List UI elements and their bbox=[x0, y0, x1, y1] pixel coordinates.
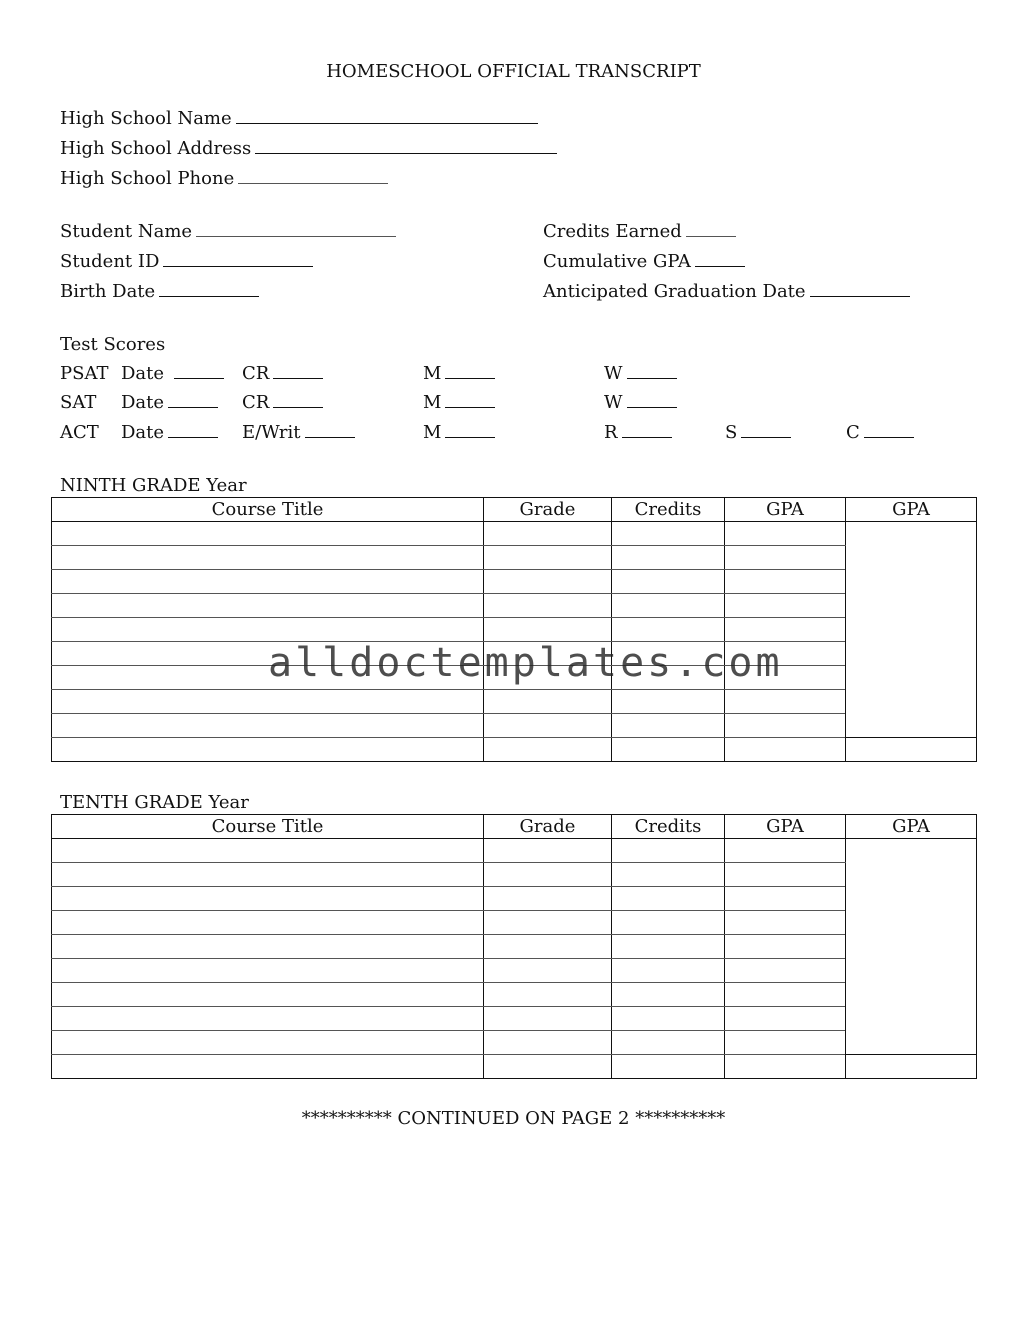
course-cell[interactable] bbox=[52, 959, 484, 983]
course-cell[interactable] bbox=[52, 738, 484, 762]
sat-m-row bbox=[423, 392, 495, 414]
sat-m-label: M bbox=[423, 392, 442, 413]
course-cell[interactable] bbox=[52, 983, 484, 1007]
psat-label: PSAT bbox=[60, 363, 109, 384]
gpa-cell[interactable] bbox=[725, 618, 846, 642]
course-cell[interactable] bbox=[52, 714, 484, 738]
credits-cell[interactable] bbox=[612, 839, 725, 863]
sat-m-field[interactable] bbox=[445, 393, 495, 408]
ninth-grade-table bbox=[51, 497, 977, 762]
course-cell[interactable] bbox=[52, 570, 484, 594]
credits-cell[interactable] bbox=[612, 570, 725, 594]
school-phone-label: High School Phone bbox=[60, 168, 235, 189]
course-cell[interactable] bbox=[52, 1007, 484, 1031]
sat-cr-row bbox=[242, 392, 323, 414]
act-ewrit-row bbox=[242, 422, 355, 444]
credits-cell[interactable] bbox=[612, 546, 725, 570]
table-row bbox=[52, 714, 977, 738]
table-row bbox=[52, 1031, 977, 1055]
tenth-grade-heading: TENTH GRADE Year bbox=[60, 792, 249, 813]
act-m-field[interactable] bbox=[445, 423, 495, 438]
course-cell[interactable] bbox=[52, 618, 484, 642]
act-c-row bbox=[846, 422, 914, 444]
gpa-cell[interactable] bbox=[725, 1007, 846, 1031]
credits-cell[interactable] bbox=[612, 690, 725, 714]
grade-cell[interactable] bbox=[484, 935, 612, 959]
student-name-row bbox=[60, 221, 396, 243]
school-name-field[interactable] bbox=[236, 109, 538, 124]
table-row bbox=[52, 863, 977, 887]
grade-cell[interactable] bbox=[484, 863, 612, 887]
col-grade: Grade bbox=[484, 815, 612, 839]
act-r-row bbox=[604, 422, 672, 444]
col-gpa: GPA bbox=[725, 815, 846, 839]
course-cell[interactable] bbox=[52, 1055, 484, 1079]
psat-cr-field[interactable] bbox=[273, 364, 323, 379]
course-cell[interactable] bbox=[52, 546, 484, 570]
psat-m-row bbox=[423, 363, 495, 385]
grade-cell[interactable] bbox=[484, 618, 612, 642]
grade-cell[interactable] bbox=[484, 959, 612, 983]
act-s-row bbox=[725, 422, 791, 444]
col-course-title: Course Title bbox=[52, 815, 484, 839]
credits-cell[interactable] bbox=[612, 618, 725, 642]
table-row bbox=[52, 546, 977, 570]
sat-date-label: Date bbox=[121, 392, 165, 413]
course-cell[interactable] bbox=[52, 522, 484, 546]
cumulative-gpa-field[interactable] bbox=[695, 252, 745, 267]
psat-cr-label: CR bbox=[242, 363, 270, 384]
gpa-cell[interactable] bbox=[725, 983, 846, 1007]
credits-cell[interactable] bbox=[612, 594, 725, 618]
table-row bbox=[52, 594, 977, 618]
gpa-total-cell[interactable] bbox=[846, 738, 977, 762]
student-name-label: Student Name bbox=[60, 221, 193, 242]
grade-cell[interactable] bbox=[484, 887, 612, 911]
grade-cell[interactable] bbox=[484, 522, 612, 546]
test-scores-heading: Test Scores bbox=[60, 334, 166, 355]
gpa-cell[interactable] bbox=[725, 1055, 846, 1079]
act-c-field[interactable] bbox=[864, 423, 914, 438]
table-total-row bbox=[52, 1055, 977, 1079]
credits-cell[interactable] bbox=[612, 959, 725, 983]
gpa-span-cell bbox=[846, 839, 977, 1055]
gpa-cell[interactable] bbox=[725, 690, 846, 714]
act-c-label: C bbox=[846, 422, 860, 443]
school-address-row bbox=[60, 138, 557, 160]
sat-w-field[interactable] bbox=[627, 393, 677, 408]
act-s-field[interactable] bbox=[741, 423, 791, 438]
grade-cell[interactable] bbox=[484, 594, 612, 618]
credits-cell[interactable] bbox=[612, 1031, 725, 1055]
table-total-row bbox=[52, 738, 977, 762]
credits-cell[interactable] bbox=[612, 983, 725, 1007]
sat-label: SAT bbox=[60, 392, 97, 413]
school-address-label: High School Address bbox=[60, 138, 252, 159]
credits-cell[interactable] bbox=[612, 935, 725, 959]
grade-cell[interactable] bbox=[484, 570, 612, 594]
credits-cell[interactable] bbox=[612, 887, 725, 911]
table-row bbox=[52, 570, 977, 594]
course-cell[interactable] bbox=[52, 911, 484, 935]
act-r-label: R bbox=[604, 422, 618, 443]
gpa-cell[interactable] bbox=[725, 546, 846, 570]
table-row bbox=[52, 522, 977, 546]
sat-cr-field[interactable] bbox=[273, 393, 323, 408]
ninth-grade-heading: NINTH GRADE Year bbox=[60, 475, 247, 496]
gpa-cell[interactable] bbox=[725, 1031, 846, 1055]
grade-cell[interactable] bbox=[484, 738, 612, 762]
psat-date-field[interactable] bbox=[174, 364, 224, 379]
credits-cell[interactable] bbox=[612, 1007, 725, 1031]
grade-cell[interactable] bbox=[484, 690, 612, 714]
school-address-field[interactable] bbox=[255, 139, 557, 154]
student-id-label: Student ID bbox=[60, 251, 160, 272]
grade-cell[interactable] bbox=[484, 714, 612, 738]
gpa-cell[interactable] bbox=[725, 959, 846, 983]
sat-w-row bbox=[604, 392, 677, 414]
grade-cell[interactable] bbox=[484, 1055, 612, 1079]
sat-w-label: W bbox=[604, 392, 623, 413]
credits-earned-row bbox=[543, 221, 736, 243]
sat-date-row bbox=[121, 392, 218, 414]
school-name-label: High School Name bbox=[60, 108, 232, 129]
credits-earned-field[interactable] bbox=[686, 222, 736, 237]
credits-cell[interactable] bbox=[612, 911, 725, 935]
graduation-date-row bbox=[543, 281, 910, 303]
table-row bbox=[52, 911, 977, 935]
act-date-row bbox=[121, 422, 218, 444]
course-cell[interactable] bbox=[52, 863, 484, 887]
gpa-cell[interactable] bbox=[725, 935, 846, 959]
psat-cr-row bbox=[242, 363, 323, 385]
table-row bbox=[52, 618, 977, 642]
student-id-field[interactable] bbox=[163, 252, 313, 267]
page-title: HOMESCHOOL OFFICIAL TRANSCRIPT bbox=[326, 61, 701, 82]
course-cell[interactable] bbox=[52, 887, 484, 911]
act-label: ACT bbox=[60, 422, 99, 443]
col-gpa-total: GPA bbox=[846, 498, 977, 522]
course-cell[interactable] bbox=[52, 1031, 484, 1055]
graduation-date-field[interactable] bbox=[810, 282, 910, 297]
psat-date-label: Date bbox=[121, 363, 165, 384]
col-credits: Credits bbox=[612, 815, 725, 839]
sat-date-field[interactable] bbox=[168, 393, 218, 408]
grade-cell[interactable] bbox=[484, 546, 612, 570]
table-row bbox=[52, 887, 977, 911]
credits-cell[interactable] bbox=[612, 522, 725, 546]
act-date-label: Date bbox=[121, 422, 165, 443]
gpa-cell[interactable] bbox=[725, 594, 846, 618]
gpa-span-cell bbox=[846, 522, 977, 738]
cumulative-gpa-label: Cumulative GPA bbox=[543, 251, 691, 272]
cumulative-gpa-row bbox=[543, 251, 745, 273]
school-phone-field[interactable] bbox=[238, 169, 388, 184]
col-credits: Credits bbox=[612, 498, 725, 522]
table-row bbox=[52, 983, 977, 1007]
col-grade: Grade bbox=[484, 498, 612, 522]
course-cell[interactable] bbox=[52, 935, 484, 959]
gpa-cell[interactable] bbox=[725, 911, 846, 935]
birth-date-field[interactable] bbox=[159, 282, 259, 297]
gpa-cell[interactable] bbox=[725, 738, 846, 762]
psat-w-field[interactable] bbox=[627, 364, 677, 379]
act-ewrit-label: E/Writ bbox=[242, 422, 301, 443]
gpa-cell[interactable] bbox=[725, 887, 846, 911]
student-name-field[interactable] bbox=[196, 222, 396, 237]
grade-cell[interactable] bbox=[484, 983, 612, 1007]
grade-cell[interactable] bbox=[484, 839, 612, 863]
gpa-cell[interactable] bbox=[725, 839, 846, 863]
tenth-grade-table bbox=[51, 814, 977, 1079]
table-header-row bbox=[52, 815, 977, 839]
act-r-field[interactable] bbox=[622, 423, 672, 438]
act-m-row bbox=[423, 422, 495, 444]
table-row bbox=[52, 935, 977, 959]
table-header-row bbox=[52, 498, 977, 522]
table-row bbox=[52, 959, 977, 983]
credits-cell[interactable] bbox=[612, 863, 725, 887]
gpa-cell[interactable] bbox=[725, 570, 846, 594]
psat-w-row bbox=[604, 363, 677, 385]
gpa-total-cell[interactable] bbox=[846, 1055, 977, 1079]
gpa-cell[interactable] bbox=[725, 522, 846, 546]
student-id-row bbox=[60, 251, 313, 273]
course-cell[interactable] bbox=[52, 690, 484, 714]
psat-m-field[interactable] bbox=[445, 364, 495, 379]
gpa-cell[interactable] bbox=[725, 714, 846, 738]
table-row bbox=[52, 690, 977, 714]
act-ewrit-field[interactable] bbox=[305, 423, 355, 438]
course-cell[interactable] bbox=[52, 594, 484, 618]
psat-m-label: M bbox=[423, 363, 442, 384]
birth-date-label: Birth Date bbox=[60, 281, 156, 302]
school-phone-row bbox=[60, 168, 388, 190]
col-gpa-total: GPA bbox=[846, 815, 977, 839]
psat-date-row bbox=[121, 363, 224, 385]
credits-cell[interactable] bbox=[612, 714, 725, 738]
sat-cr-label: CR bbox=[242, 392, 270, 413]
credits-earned-label: Credits Earned bbox=[543, 221, 682, 242]
birth-date-row bbox=[60, 281, 259, 303]
graduation-date-label: Anticipated Graduation Date bbox=[543, 281, 806, 302]
credits-cell[interactable] bbox=[612, 738, 725, 762]
school-name-row bbox=[60, 108, 538, 130]
grade-cell[interactable] bbox=[484, 911, 612, 935]
act-s-label: S bbox=[725, 422, 738, 443]
grade-cell[interactable] bbox=[484, 1007, 612, 1031]
watermark: alldoctemplates.com bbox=[268, 640, 783, 686]
act-m-label: M bbox=[423, 422, 442, 443]
credits-cell[interactable] bbox=[612, 1055, 725, 1079]
act-date-field[interactable] bbox=[168, 423, 218, 438]
psat-w-label: W bbox=[604, 363, 623, 384]
col-course-title: Course Title bbox=[52, 498, 484, 522]
gpa-cell[interactable] bbox=[725, 863, 846, 887]
table-row bbox=[52, 839, 977, 863]
continued-footer: ********** CONTINUED ON PAGE 2 ********** bbox=[301, 1108, 726, 1129]
table-row bbox=[52, 1007, 977, 1031]
grade-cell[interactable] bbox=[484, 1031, 612, 1055]
course-cell[interactable] bbox=[52, 839, 484, 863]
col-gpa: GPA bbox=[725, 498, 846, 522]
